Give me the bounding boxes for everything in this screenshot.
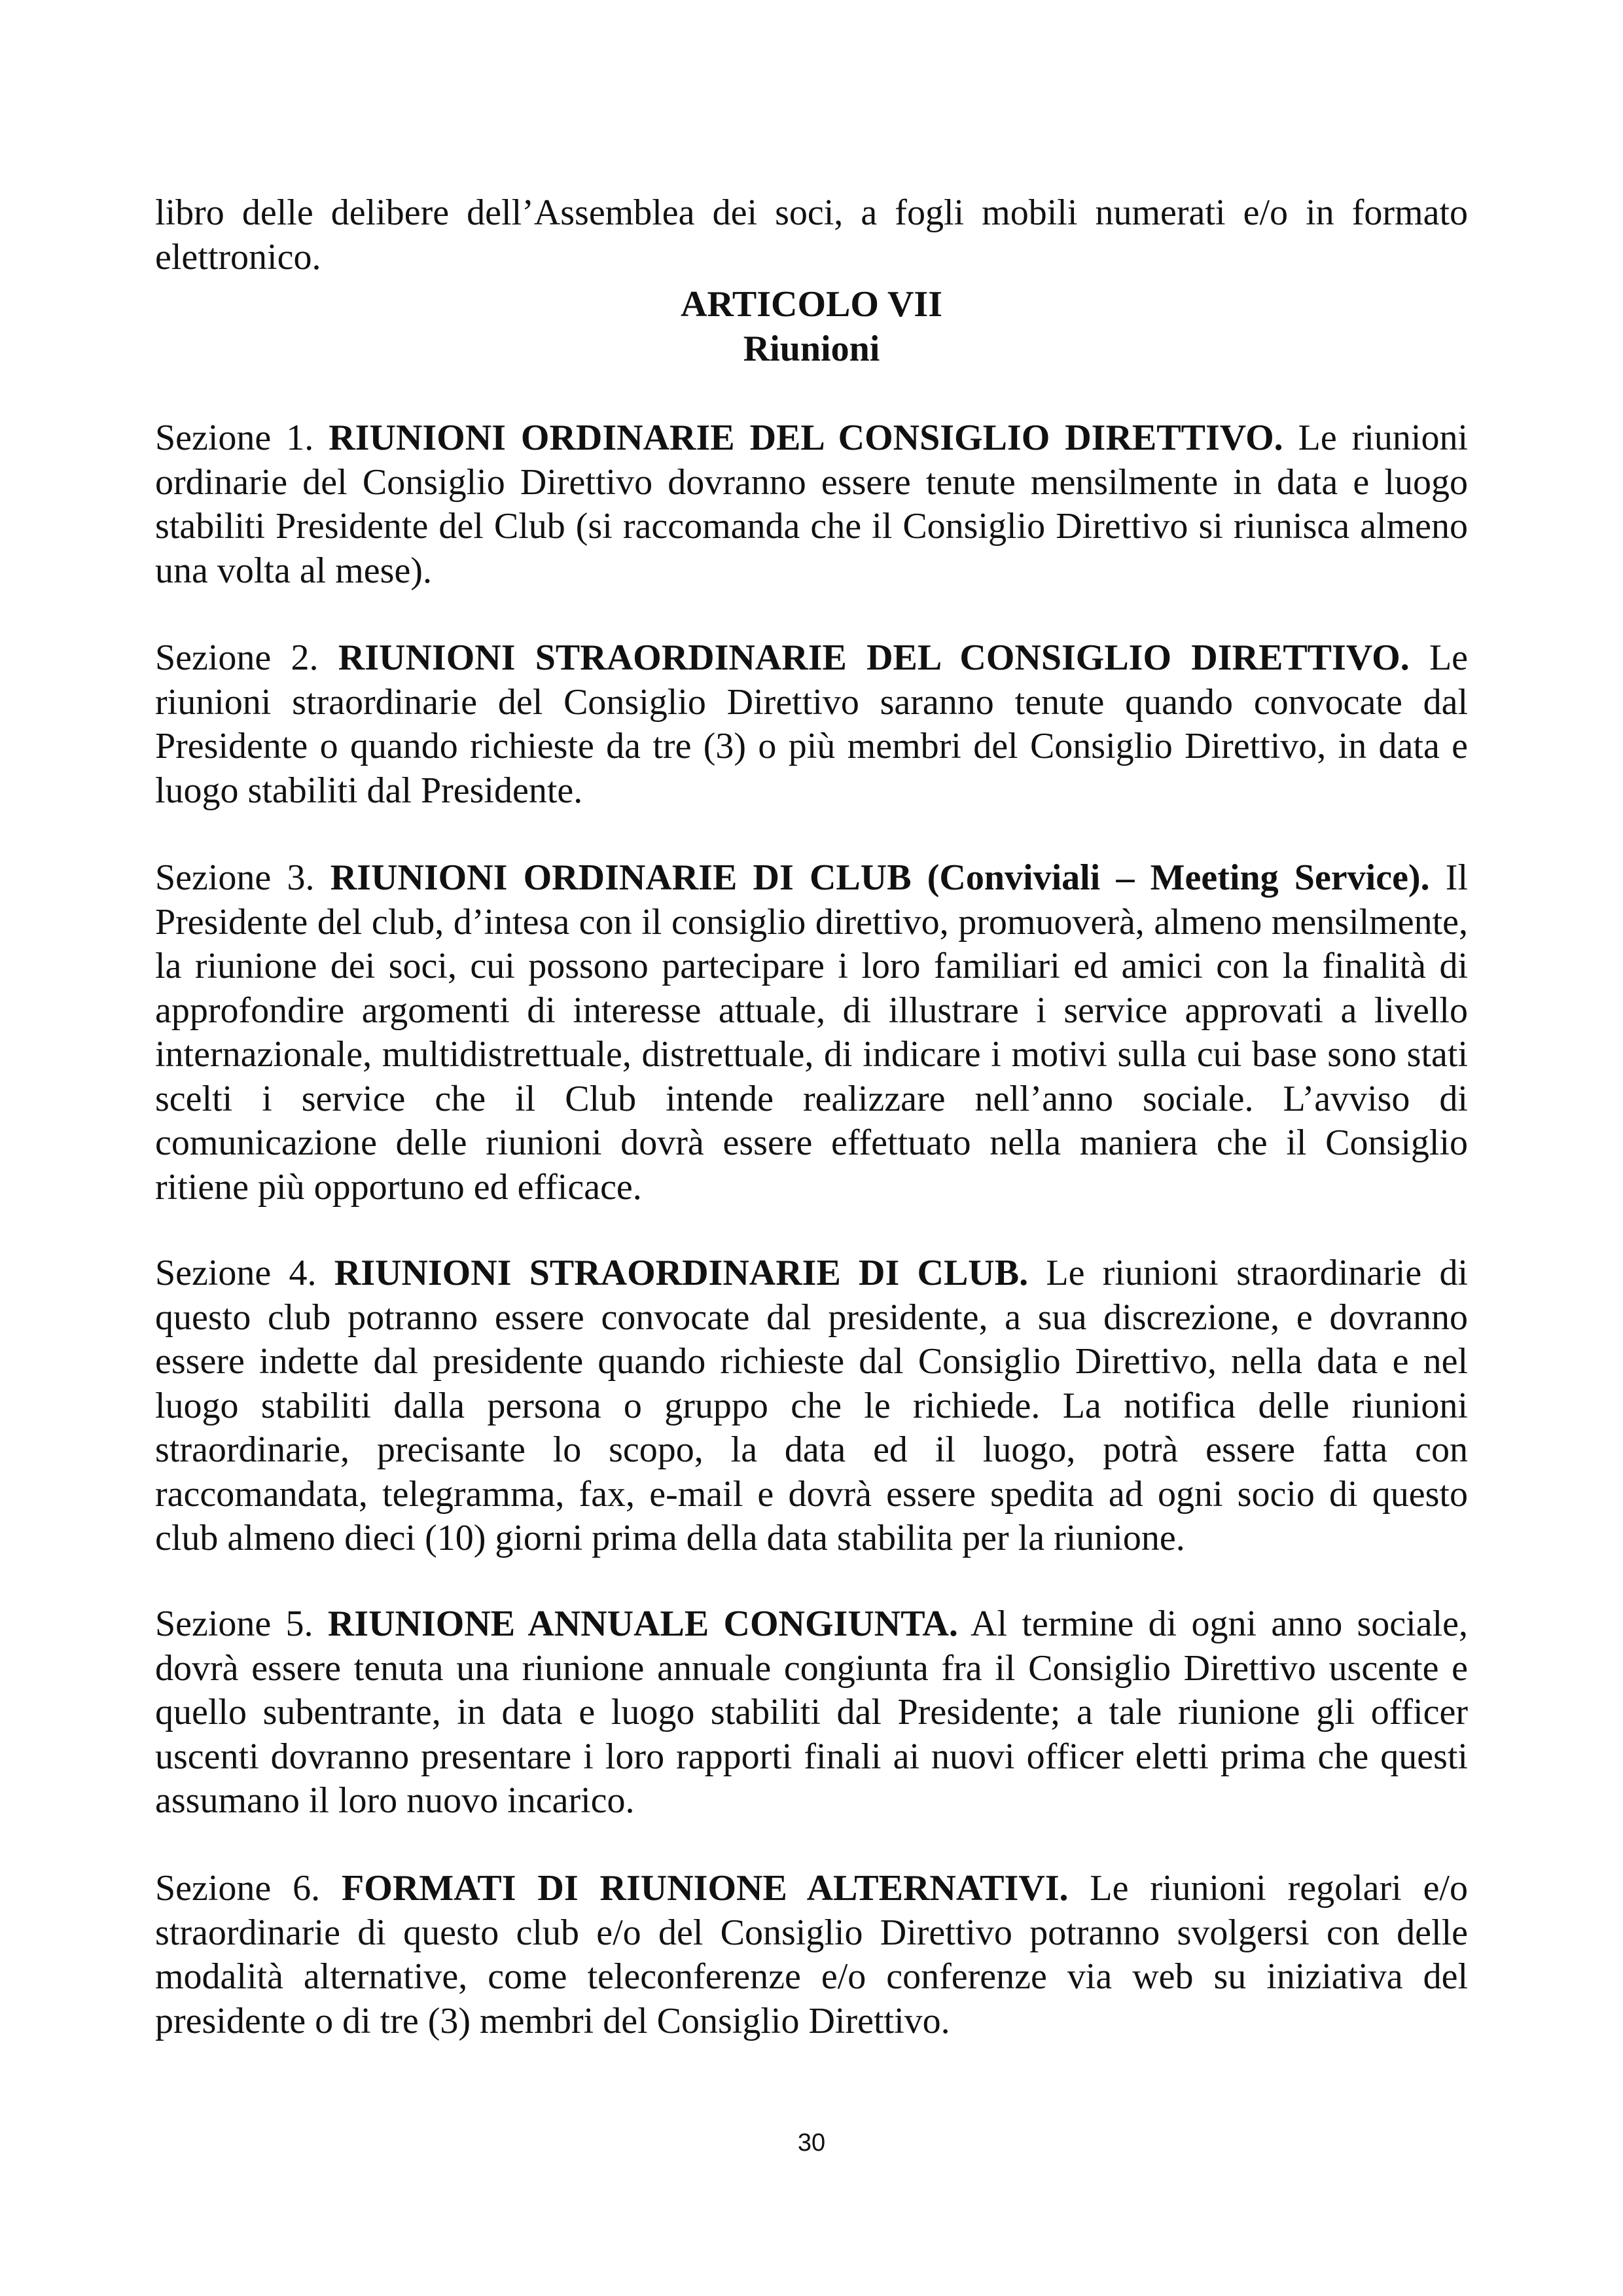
- section-2: [155, 636, 1468, 813]
- section-1-body: Le riunioni ordinarie del Consiglio Direttivo dovranno essere tenute mensilmente in data e luogo stabiliti Presidente del Club (si raccomanda che il Consiglio Direttivo si riunisca almeno una volta al mese).: [155, 418, 1469, 591]
- section-2-lead: Sezione 2.: [155, 637, 319, 678]
- section-6: [155, 1867, 1468, 2043]
- section-2-title: RIUNIONI STRAORDINARIE DEL CONSIGLIO DIRETTIVO.: [338, 637, 1410, 678]
- section-3-title: RIUNIONI ORDINARIE DI CLUB (Conviviali – Meeting Service).: [330, 857, 1430, 898]
- article-title: Riunioni: [743, 329, 880, 369]
- section-4-title: RIUNIONI STRAORDINARIE DI CLUB.: [334, 1253, 1029, 1293]
- section-1-lead: Sezione 1.: [155, 418, 314, 458]
- section-1-title: RIUNIONI ORDINARIE DEL CONSIGLIO DIRETTIVO.: [329, 418, 1283, 458]
- page-number: 30: [797, 2129, 826, 2157]
- section-5-lead: Sezione 5.: [155, 1604, 313, 1644]
- section-6-body: Le riunioni regolari e/o straordinarie di questo club e/o del Consiglio Direttivo potranno svolgersi con delle modalità alternative, come teleconferenze e/o conferenze via web su iniziativa del presidente o di tre (3) membri del Consiglio Direttivo.: [155, 1868, 1468, 2041]
- section-2-body: Le riunioni straordinarie del Consiglio Direttivo saranno tenute quando convocate dal Presidente o quando richieste da tre (3) o più membri del Consiglio Direttivo, in data e luogo stabiliti dal Presidente.: [155, 637, 1469, 811]
- section-6-title: FORMATI DI RIUNIONE ALTERNATIVI.: [342, 1868, 1069, 1909]
- section-4-body: Le riunioni straordinarie di questo club potranno essere convocate dal presidente, a sua discrezione, e dovranno essere indette dal presidente quando richieste dal Consiglio Direttivo, nella data e nel luogo stabiliti dalla persona o gruppo che le richiede. La notifica delle riunioni straordinarie, precisante lo scopo, la data ed il luogo, potrà essere fatta con raccomandata, telegramma, fax, e-mail e dovrà essere spedita ad ogni socio di questo club almeno dieci (10) giorni prima della data stabilita per la riunione.: [155, 1253, 1469, 1558]
- section-5-body: Al termine di ogni anno sociale, dovrà essere tenuta una riunione annuale congiunta fra il Consiglio Direttivo uscente e quello subentrante, in data e luogo stabiliti dal Presidente; a tale riunione gli officer uscenti dovranno presentare i loro rapporti finali ai nuovi officer eletti prima che questi assumano il loro nuovo incarico.: [155, 1604, 1468, 1821]
- section-4: [155, 1251, 1468, 1561]
- section-5: [155, 1602, 1468, 1823]
- section-3: [155, 856, 1468, 1210]
- section-4-lead: Sezione 4.: [155, 1253, 317, 1293]
- section-6-lead: Sezione 6.: [155, 1868, 321, 1909]
- section-5-title: RIUNIONE ANNUALE CONGIUNTA.: [327, 1604, 958, 1644]
- section-1: [155, 416, 1468, 593]
- article-number: ARTICOLO VII: [681, 284, 942, 325]
- intro-paragraph: libro delle delibere dell’Assemblea dei soci, a fogli mobili numerati e/o in formato elettronico.: [155, 192, 1468, 278]
- section-3-body: Il Presidente del club, d’intesa con il consiglio direttivo, promuoverà, almeno mensilmente, la riunione dei soci, cui possono partecipare i loro familiari ed amici con la finalità di approfondire argomenti di interesse attuale, di illustrare i service approvati a livello internazionale, multidistrettuale, distrettuale, di indicare i motivi sulla cui base sono stati scelti i service che il Club intende realizzare nell’anno sociale. L’avviso di comunicazione delle riunioni dovrà essere effettuato nella maniera che il Consiglio ritiene più opportuno ed efficace.: [155, 857, 1469, 1208]
- section-3-lead: Sezione 3.: [155, 857, 315, 898]
